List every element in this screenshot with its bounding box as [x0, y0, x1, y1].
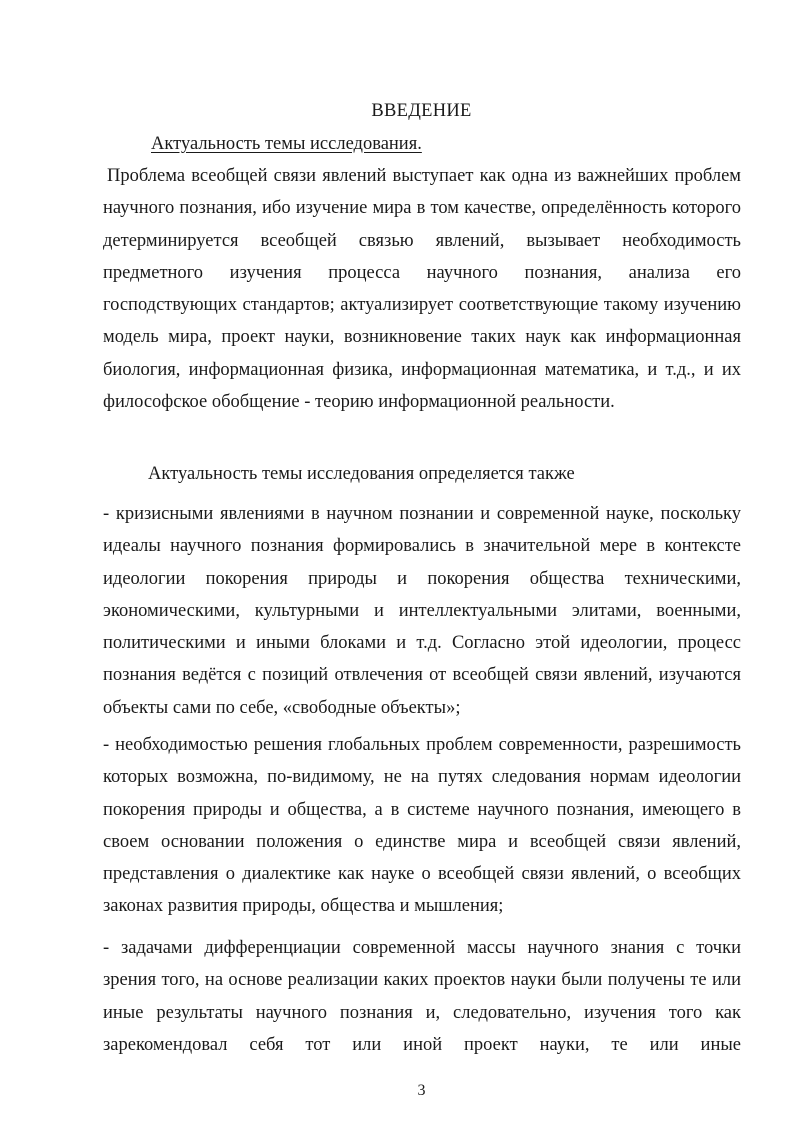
- paragraph-crisis-phenomena: - кризисными явлениями в научном познании и современной науке, поскольку идеалы научного познания формировались в значительной мере в контексте идеологии покорения природы и покорения общества техническими, экономическими, культурными и интеллектуальными элитами, военными, политическими и иными блоками и т.д. Согласно этой идеологии, процесс познания ведётся с позиций отвлечения от всеобщей связи явлений, изучаются объекты сами по себе, «свободные объекты»;: [103, 504, 741, 718]
- section-subheading: Актуальность темы исследования.: [151, 134, 422, 154]
- paragraph-problem-statement: Проблема всеобщей связи явлений выступает как одна из важнейших проблем научного познания, ибо изучение мира в том качестве, определённость которого детерминируется всеобщей связью явлений, вызывает необходимость предметного изучения процесса научного познания, анализа его господствующих стандартов; актуализирует соответствующие такому изучению модель мира, проект науки, возникновение таких наук как информационная биология, информационная физика, информационная математика, и т.д., и их философское обобщение - теорию информационной реальности.: [103, 166, 741, 413]
- paragraph-relevance-intro: Актуальность темы исследования определяется также: [148, 464, 575, 484]
- paragraph-differentiation-tasks: - задачами дифференциации современной массы научного знания с точки зрения того, на основе реализации каких проектов науки были получены те или иные результаты научного познания и, следовательно, изучения того как зарекомендовал себя тот или иной проект науки, те или иные: [103, 938, 741, 1055]
- paragraph-global-problems: - необходимостью решения глобальных проблем современности, разрешимость которых возможна, по-видимому, не на путях следования нормам идеологии покорения природы и общества, а в системе научного познания, имеющего в своем основании положения о единстве мира и всеобщей связи явлений, представления о диалектике как науке о всеобщей связи явлений, о всеобщих законах развития природы, общества и мышления;: [103, 735, 741, 917]
- page-number: 3: [417, 1082, 426, 1099]
- page-title: ВВЕДЕНИЕ: [371, 101, 472, 121]
